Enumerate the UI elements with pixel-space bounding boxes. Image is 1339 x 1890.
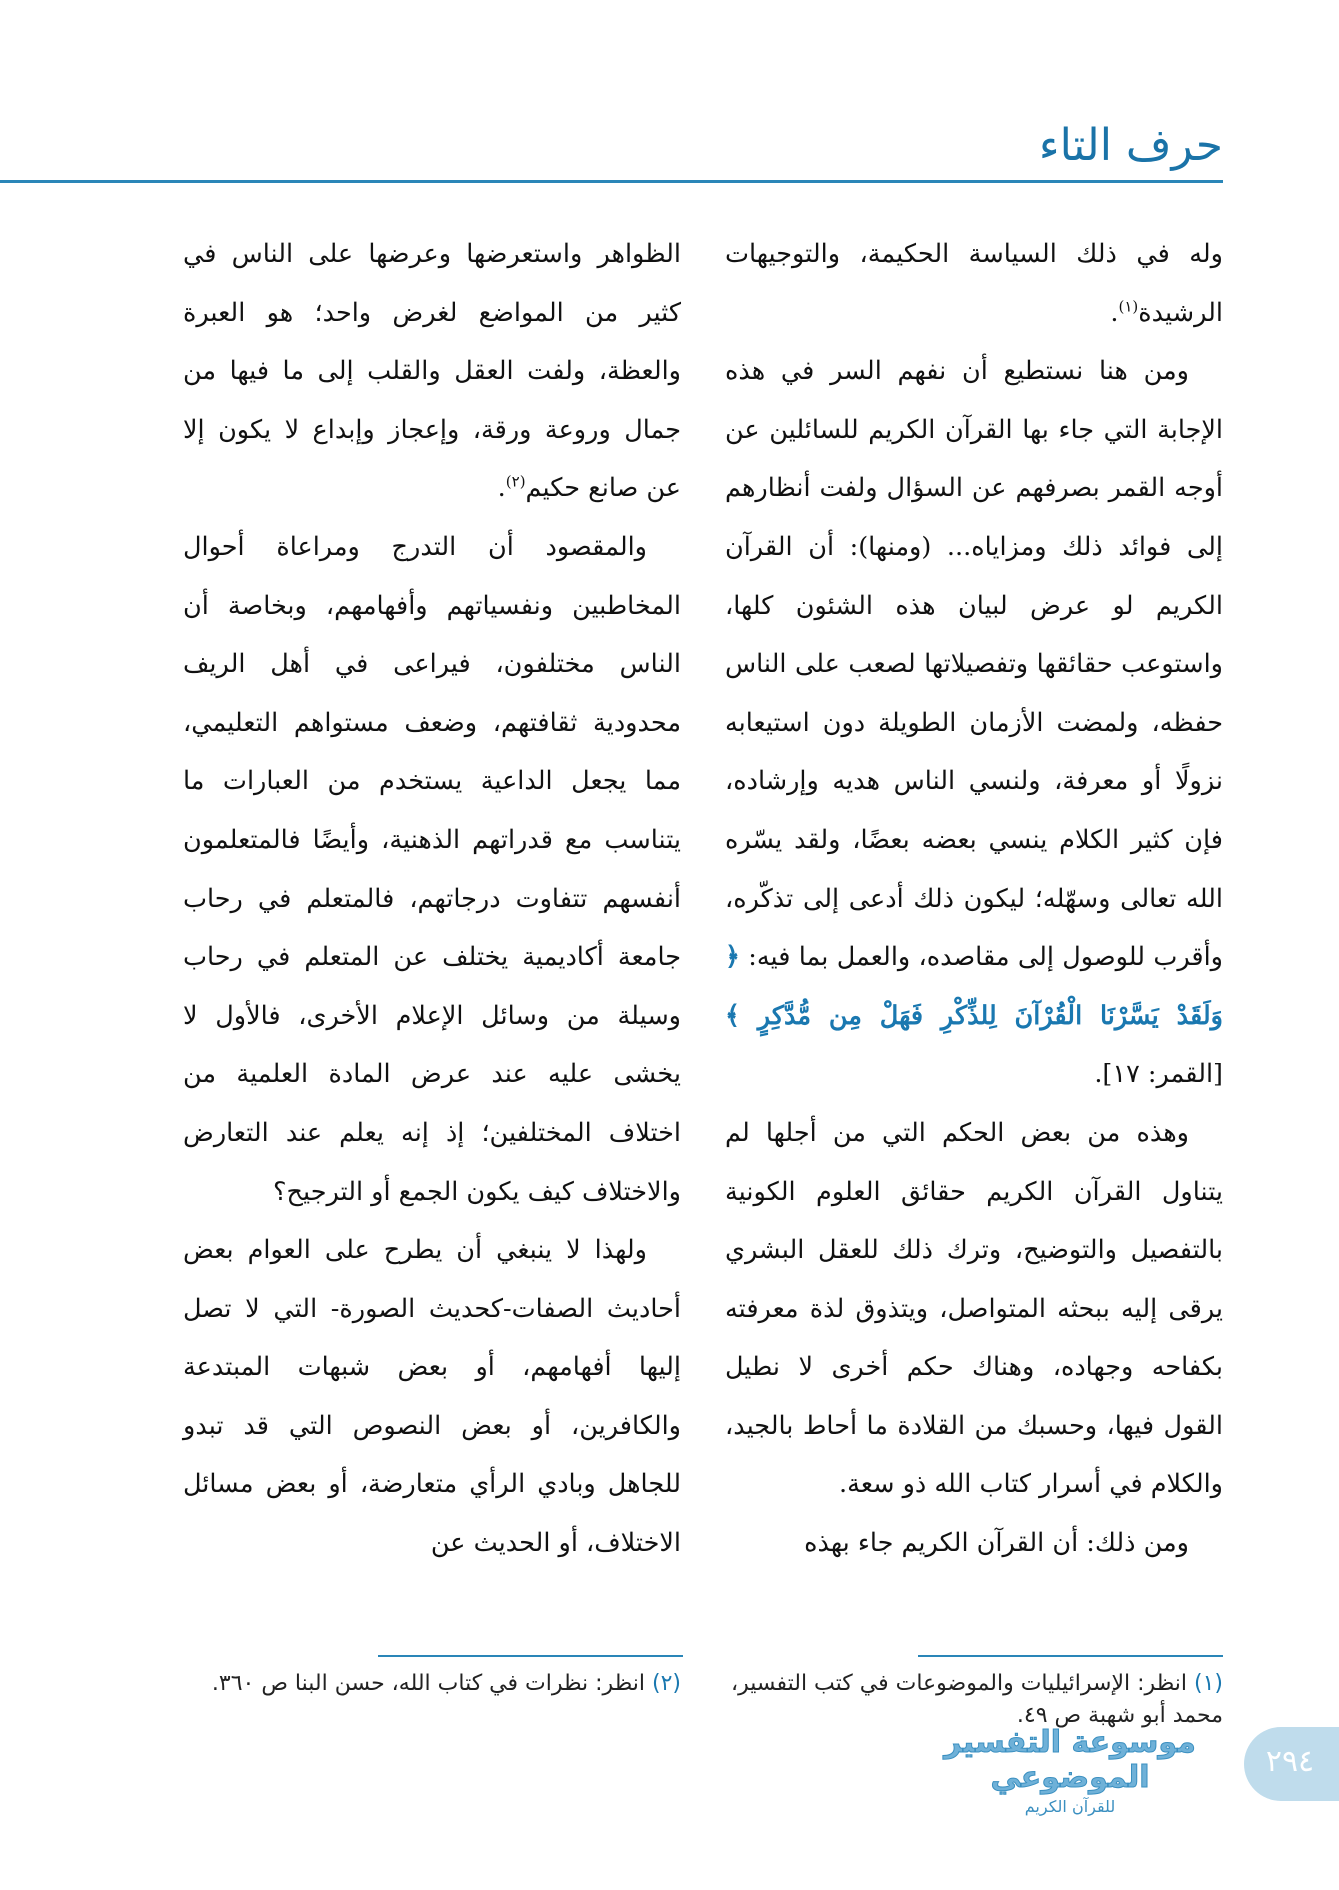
- header-divider: [0, 180, 1223, 183]
- right-text-column: [725, 225, 1223, 1573]
- logo-subtitle: للقرآن الكريم: [1024, 1797, 1116, 1816]
- footnote-divider: [378, 1655, 683, 1657]
- paragraph: والمقصود أن التدرج ومراعاة أحوال المخاطبين ونفسياتهم وأفهامهم، وبخاصة أن الناس مختلفون، فيراعى في أهل الريف محدودية ثقافتهم، وضعف مستواهم التعليمي، مما يجعل الداعية يستخدم من العبارات ما يتناسب مع قدراتهم الذهنية، وأيضًا فالمتعلمون أنفسهم تتفاوت درجاتهم، فالمتعلم في رحاب جامعة أكاديمية يختلف عن المتعلم في رحاب وسيلة من وسائل الإعلام الأخرى، فالأول لا يخشى عليه عند عرض المادة العلمية من اختلاف المختلفين؛ إذ إنه يعلم عند التعارض والاختلاف كيف يكون الجمع أو الترجيح؟: [183, 531, 681, 1207]
- footnote-number: (١): [1193, 1671, 1223, 1696]
- paragraph: وهذه من بعض الحكم التي من أجلها لم يتناول القرآن الكريم حقائق العلوم الكونية بالتفصيل والتوضيح، وترك ذلك للعقل البشري يرقى إليه ببحثه المتواصل، ويتذوق لذة معرفته بكفاحه وجهاده، وهناك حكم أخرى لا نطيل القول فيها، وحسبك من القلادة ما أحاط بالجيد، والكلام في أسرار كتاب الله ذو سعة.: [725, 1117, 1223, 1500]
- quran-verse: ﴿ وَلَقَدْ يَسَّرْنَا الْقُرْآنَ لِلذِّكْرِ فَهَلْ مِن مُّدَّكِرٍ ﴾: [725, 942, 1223, 1031]
- footnote-2: [183, 1668, 681, 1700]
- encyclopedia-logo: [920, 1725, 1220, 1816]
- footnote-1: [725, 1668, 1223, 1732]
- left-text-column: [183, 225, 681, 1573]
- footnote-text: انظر: الإسرائيليات والموضوعات في كتب التفسير، محمد أبو شهبة ص ٤٩.: [730, 1671, 1223, 1728]
- section-title: حرف التاء: [1038, 120, 1223, 171]
- footnote-ref-1[interactable]: (١): [1118, 297, 1139, 316]
- paragraph: ومن هنا نستطيع أن نفهم السر في هذه الإجابة التي جاء بها القرآن الكريم للسائلين عن أوجه القمر بصرفهم عن السؤال ولفت أنظارهم إلى فوائد ذلك ومزاياه... (ومنها): أن القرآن الكريم لو عرض لبيان هذه الشئون كلها، واستوعب حقائقها وتفصيلاتها لصعب على الناس حفظه، ولمضت الأزمان الطويلة دون استيعابه نزولًا أو معرفة، ولنسي الناس هديه وإرشاده، فإن كثير الكلام ينسي بعضه بعضًا، ولقد يسّره الله تعالى وسهّله؛ ليكون ذلك أدعى إلى تذكّره، وأقرب للوصول إلى مقاصده، والعمل بما فيه: ﴿ وَلَقَدْ يَسَّرْنَا الْقُرْآنَ لِلذِّكْرِ فَهَلْ مِن مُّدَّكِرٍ ﴾[القمر: ١٧].: [725, 356, 1223, 1090]
- paragraph: ولهذا لا ينبغي أن يطرح على العوام بعض أحاديث الصفات-كحديث الصورة- التي لا تصل إليها أفهامهم، أو بعض شبهات المبتدعة والكافرين، أو بعض النصوص التي قد تبدو للجاهل وبادي الرأي متعارضة، أو بعض مسائل الاختلاف، أو الحديث عن: [183, 1235, 681, 1559]
- paragraph: الظواهر واستعرضها وعرضها على الناس في كثير من المواضع لغرض واحد؛ هو العبرة والعظة، ولفت العقل والقلب إلى ما فيها من جمال وروعة ورقة، وإعجاز وإبداع لا يكون إلا عن صانع حكيم$^{(٢)}$.: [183, 239, 681, 504]
- footnote-text: انظر: نظرات في كتاب الله، حسن البنا ص ٣٦٠.: [211, 1671, 645, 1696]
- footnote-ref-2[interactable]: (٢): [505, 472, 526, 491]
- footnote-divider: [918, 1655, 1223, 1657]
- quran-reference: [القمر: ١٧].: [1094, 1059, 1223, 1090]
- paragraph: ومن ذلك: أن القرآن الكريم جاء بهذه: [804, 1528, 1189, 1559]
- footnote-number: (٢): [651, 1671, 681, 1696]
- paragraph: وله في ذلك السياسة الحكيمة، والتوجيهات الرشيدة$^{(١)}$.: [725, 239, 1223, 328]
- page-number: ٢٩٤: [1265, 1744, 1315, 1779]
- logo-title: موسوعة التفسير الموضوعي: [944, 1725, 1196, 1795]
